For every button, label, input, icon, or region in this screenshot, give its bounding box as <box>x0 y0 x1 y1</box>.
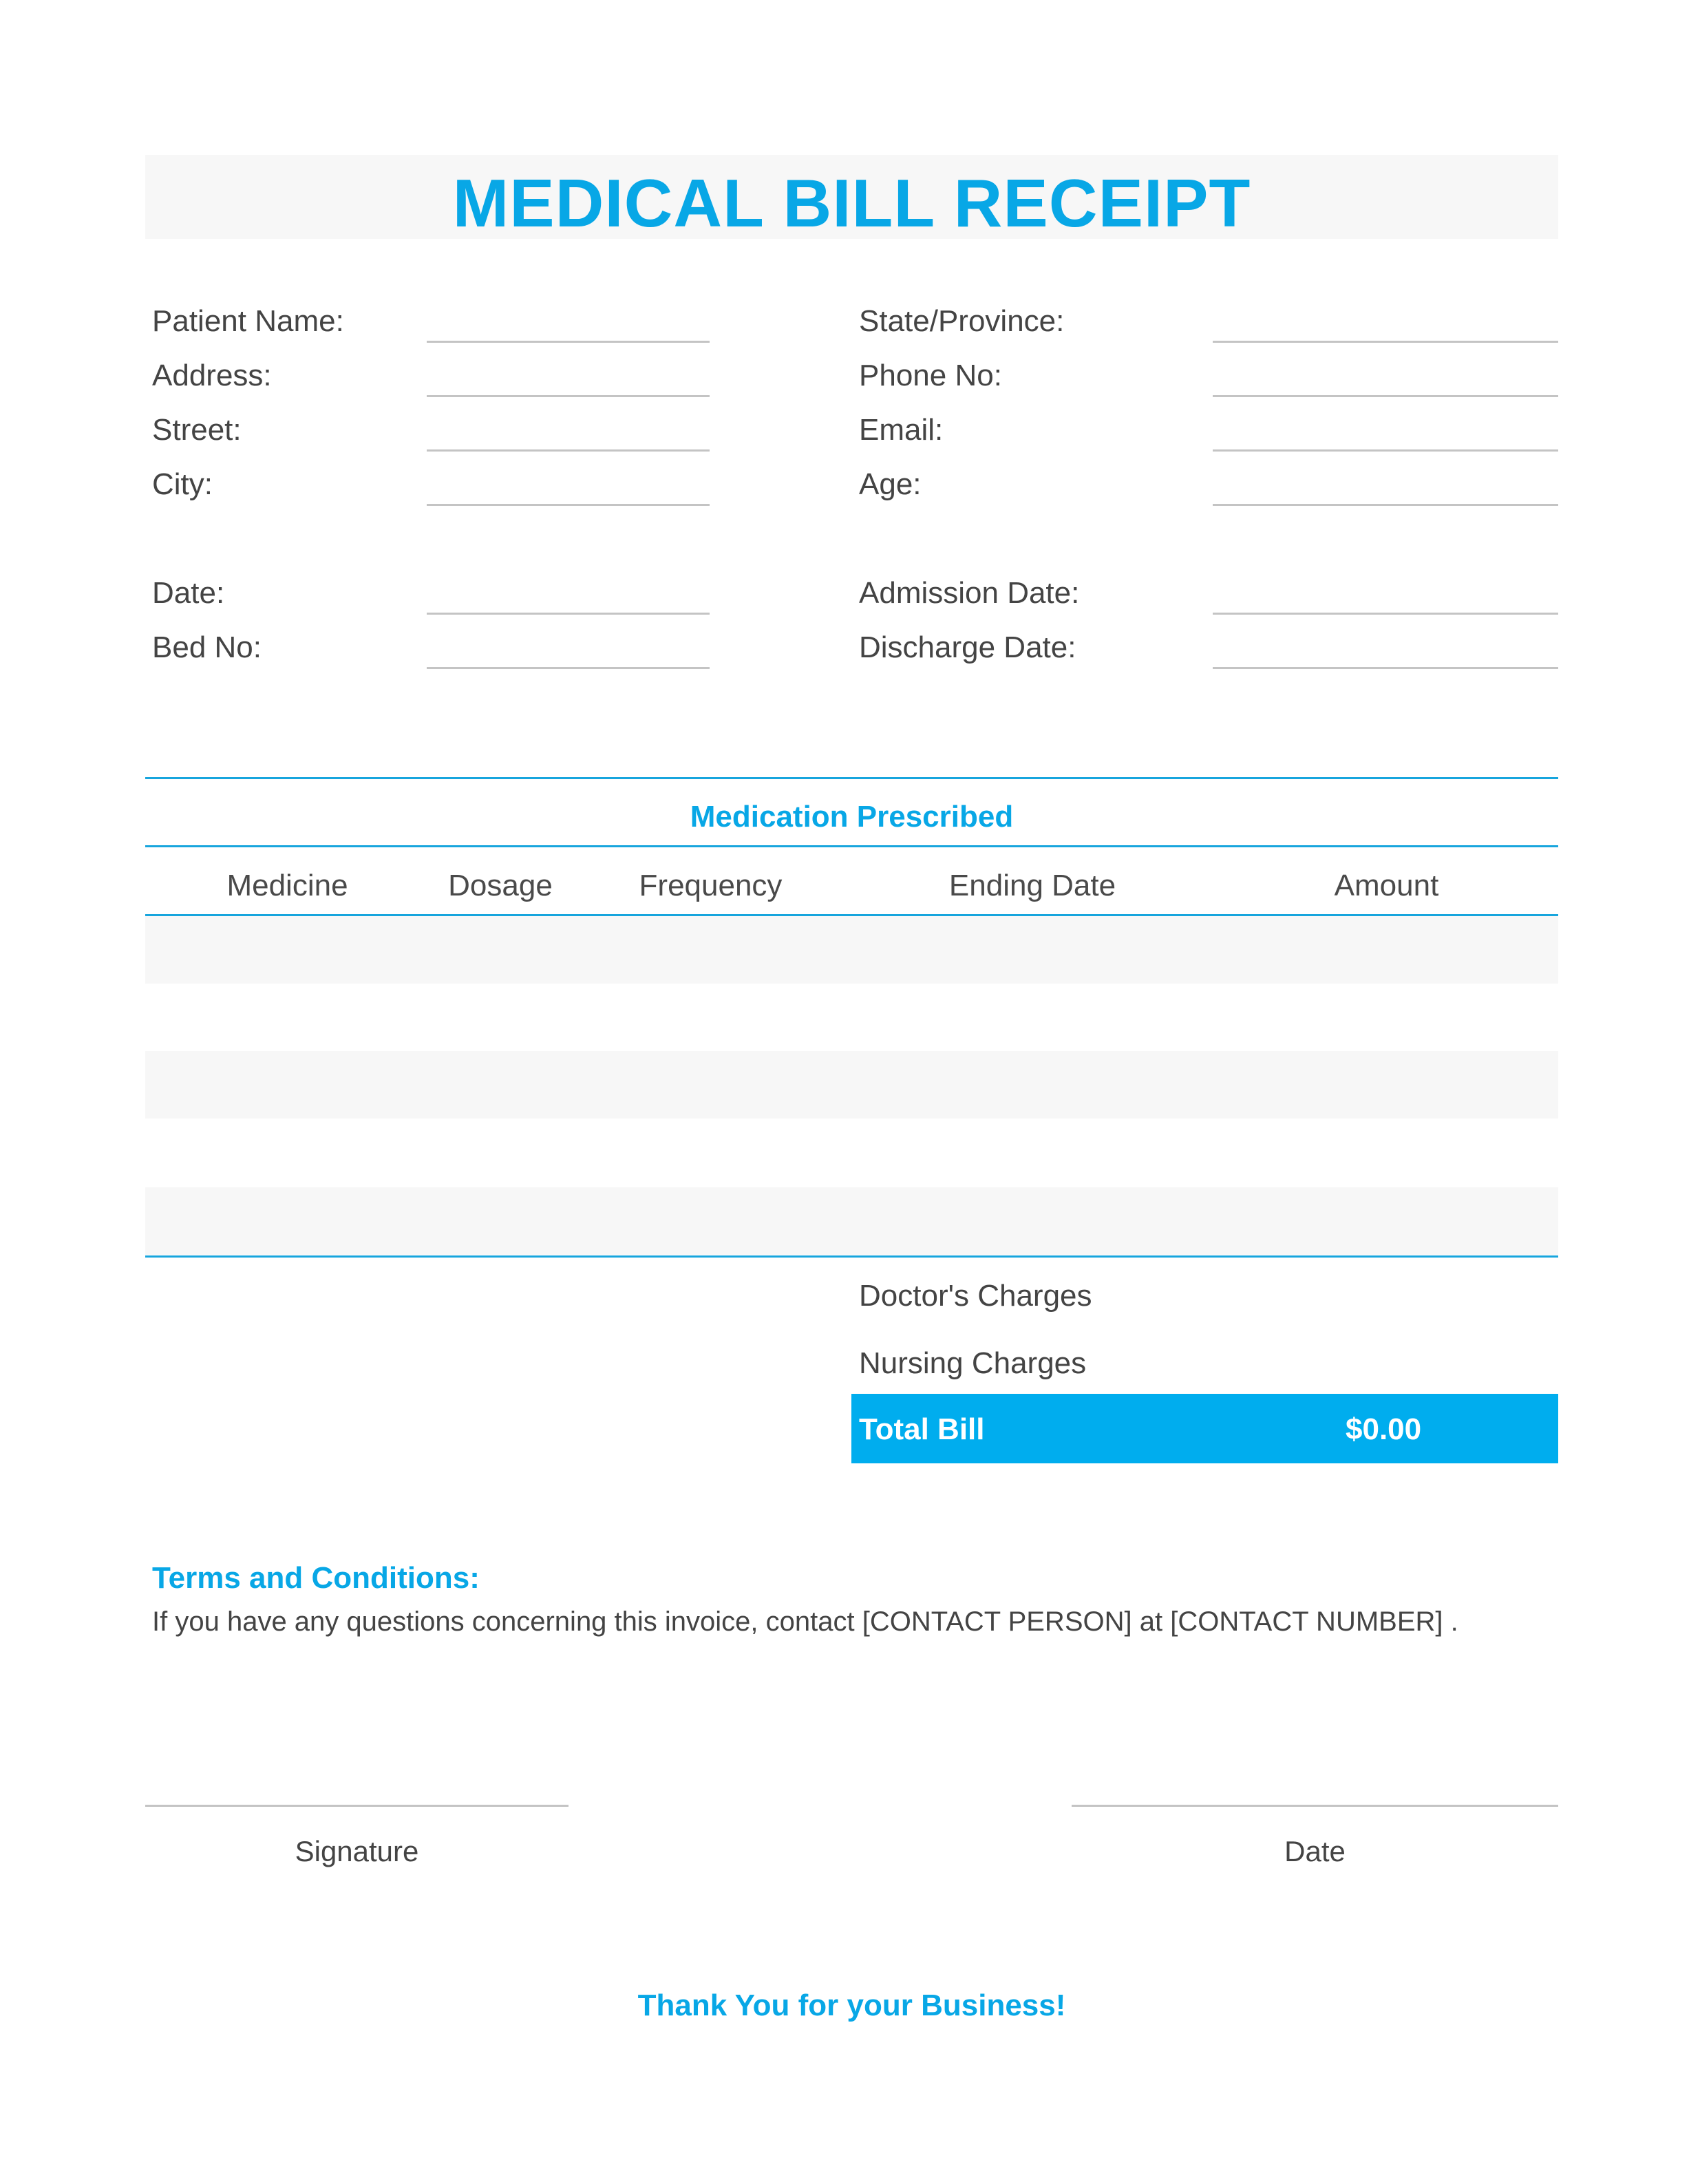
field-input-address[interactable] <box>427 395 710 397</box>
field-input-admission-date[interactable] <box>1213 613 1558 615</box>
field-label-address: Address: <box>152 359 272 392</box>
column-header-ending-date: Ending Date <box>948 869 1116 902</box>
column-header-dosage: Dosage <box>448 869 553 902</box>
date-signature-line[interactable] <box>1072 1805 1558 1807</box>
medication-heading: Medication Prescribed <box>690 800 1014 834</box>
doctor-charges-label: Doctor's Charges <box>859 1279 1092 1313</box>
field-input-street[interactable] <box>427 449 710 452</box>
field-input-city[interactable] <box>427 504 710 506</box>
field-input-patient-name[interactable] <box>427 341 710 343</box>
total-bill-label: Total Bill <box>859 1412 985 1446</box>
field-input-discharge-date[interactable] <box>1213 667 1558 669</box>
field-label-city: City: <box>152 467 213 501</box>
field-input-phone-no[interactable] <box>1213 395 1558 397</box>
table-header-top-rule <box>145 845 1558 847</box>
field-label-age: Age: <box>859 467 922 501</box>
terms-title: Terms and Conditions: <box>152 1561 480 1595</box>
signature-label: Signature <box>295 1835 419 1867</box>
thank-you-message: Thank You for your Business! <box>637 1989 1066 2022</box>
field-input-email[interactable] <box>1213 449 1558 452</box>
column-header-medicine: Medicine <box>226 869 348 902</box>
table-row[interactable] <box>145 1187 1558 1255</box>
table-row[interactable] <box>145 916 1558 984</box>
field-label-email: Email: <box>859 413 944 447</box>
field-label-patient-name: Patient Name: <box>152 304 344 338</box>
table-row[interactable] <box>145 1118 1558 1186</box>
field-input-date[interactable] <box>427 613 710 615</box>
field-label-street: Street: <box>152 413 242 447</box>
terms-body: If you have any questions concerning this invoice, contact [CONTACT PERSON] at [CONTACT NUMBER] . <box>152 1607 1458 1637</box>
column-header-frequency: Frequency <box>639 869 783 902</box>
total-bill-value: $0.00 <box>1346 1412 1422 1446</box>
field-input-age[interactable] <box>1213 504 1558 506</box>
field-label-state-province: State/Province: <box>859 304 1065 338</box>
nursing-charges-label: Nursing Charges <box>859 1346 1087 1380</box>
date-signature-label: Date <box>1284 1835 1346 1867</box>
field-label-bed-no: Bed No: <box>152 630 262 664</box>
field-label-admission-date: Admission Date: <box>859 576 1080 610</box>
column-header-amount: Amount <box>1334 869 1439 902</box>
table-row[interactable] <box>145 1051 1558 1118</box>
field-input-state-province[interactable] <box>1213 341 1558 343</box>
table-row[interactable] <box>145 984 1558 1051</box>
field-label-phone-no: Phone No: <box>859 359 1002 392</box>
table-top-rule <box>145 777 1558 779</box>
field-label-date: Date: <box>152 576 225 610</box>
signature-line[interactable] <box>145 1805 569 1807</box>
field-label-discharge-date: Discharge Date: <box>859 630 1076 664</box>
field-input-bed-no[interactable] <box>427 667 710 669</box>
page-title: MEDICAL BILL RECEIPT <box>452 165 1251 241</box>
table-bottom-rule <box>145 1255 1558 1258</box>
